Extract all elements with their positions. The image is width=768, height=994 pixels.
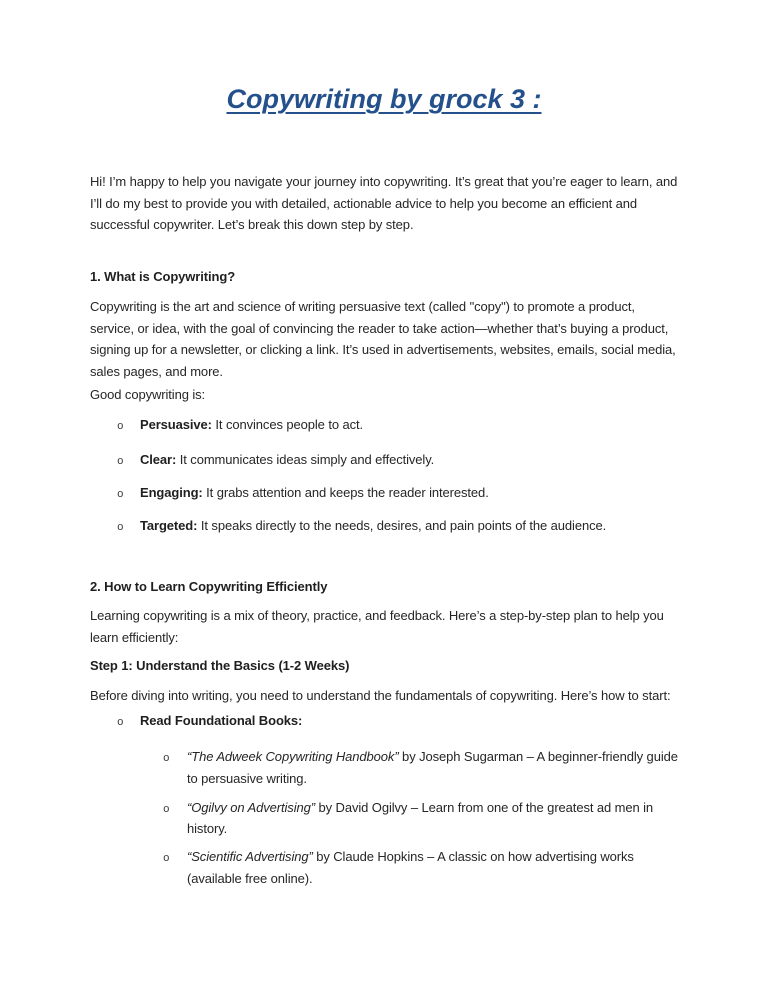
list-item-text (140, 515, 678, 537)
list-item-body: It communicates ideas simply and effectively. (176, 452, 435, 468)
book-description: by Claude Hopkins – A classic on how advertising works (available free online). (187, 849, 634, 886)
section-2-heading: 2. How to Learn Copywriting Efficiently (90, 579, 328, 595)
list-intro: Good copywriting is: (90, 386, 206, 402)
book-item-text (187, 846, 678, 889)
circle-bullet-icon: o (117, 456, 124, 469)
book-list-item (90, 846, 678, 889)
circle-bullet-icon: o (117, 716, 124, 729)
list-item-body: It speaks directly to the needs, desires, and pain points of the audience. (197, 518, 607, 534)
section-2-paragraph: Learning copywriting is a mix of theory, practice, and feedback. Here’s a step-by-step plan to help you learn efficiently: (90, 607, 664, 645)
section-1-heading: 1. What is Copywriting? (90, 269, 236, 285)
list-item-label: Targeted: (140, 518, 198, 534)
list-item-label: Read Foundational Books: (140, 712, 303, 728)
circle-bullet-icon: o (163, 803, 170, 816)
list-item-label: Clear: (140, 452, 177, 468)
circle-bullet-icon: o (117, 488, 124, 501)
list-item-body: It grabs attention and keeps the reader interested. (202, 484, 489, 500)
list-item-text (140, 482, 678, 504)
book-list-item (90, 746, 678, 789)
section-1-paragraph: Copywriting is the art and science of writing persuasive text (called "copy") to promote a product, service, or idea, with the goal of convincing the reader to take action—whether that’s buying a product, signing up for a newsletter, or clicking a link. It’s used in advertisements, websites, emails, social media, sales pages, and more. (90, 298, 676, 379)
circle-bullet-icon: o (163, 753, 170, 766)
book-item-text (187, 746, 678, 789)
book-item-text (187, 797, 678, 840)
intro-paragraph: Hi! I’m happy to help you navigate your journey into copywriting. It’s great that you’re eager to learn, and I’ll do my best to provide you with detailed, actionable advice to help you become an efficient and successful copywriter. Let’s break this down step by step. (90, 174, 678, 233)
list-item-label: Engaging: (140, 484, 203, 500)
list-item-text (140, 414, 678, 436)
circle-bullet-icon: o (117, 421, 124, 434)
book-title: “The Adweek Copywriting Handbook” (187, 749, 399, 765)
step-1-paragraph: Before diving into writing, you need to understand the fundamentals of copywriting. Here’s how to start: (90, 687, 671, 703)
book-description: by David Ogilvy – Learn from one of the greatest ad men in history. (187, 799, 654, 837)
list-item (90, 515, 678, 540)
list-item (90, 414, 678, 439)
book-title: “Scientific Advertising” (187, 849, 313, 865)
circle-bullet-icon: o (163, 853, 170, 866)
step-1-heading: Step 1: Understand the Basics (1-2 Weeks) (90, 658, 350, 674)
circle-bullet-icon: o (117, 522, 124, 535)
list-item-body: It convinces people to act. (211, 417, 364, 433)
book-description: by Joseph Sugarman – A beginner-friendly guide to persuasive writing. (187, 749, 678, 787)
list-item (90, 710, 678, 735)
list-item (90, 482, 678, 507)
book-list-item (90, 797, 678, 840)
book-title: “Ogilvy on Advertising” (187, 799, 315, 815)
list-item (90, 449, 678, 474)
list-item-label: Persuasive: (140, 417, 212, 433)
list-item-text (140, 449, 678, 471)
document-title: Copywriting by grock 3 : (226, 84, 542, 114)
